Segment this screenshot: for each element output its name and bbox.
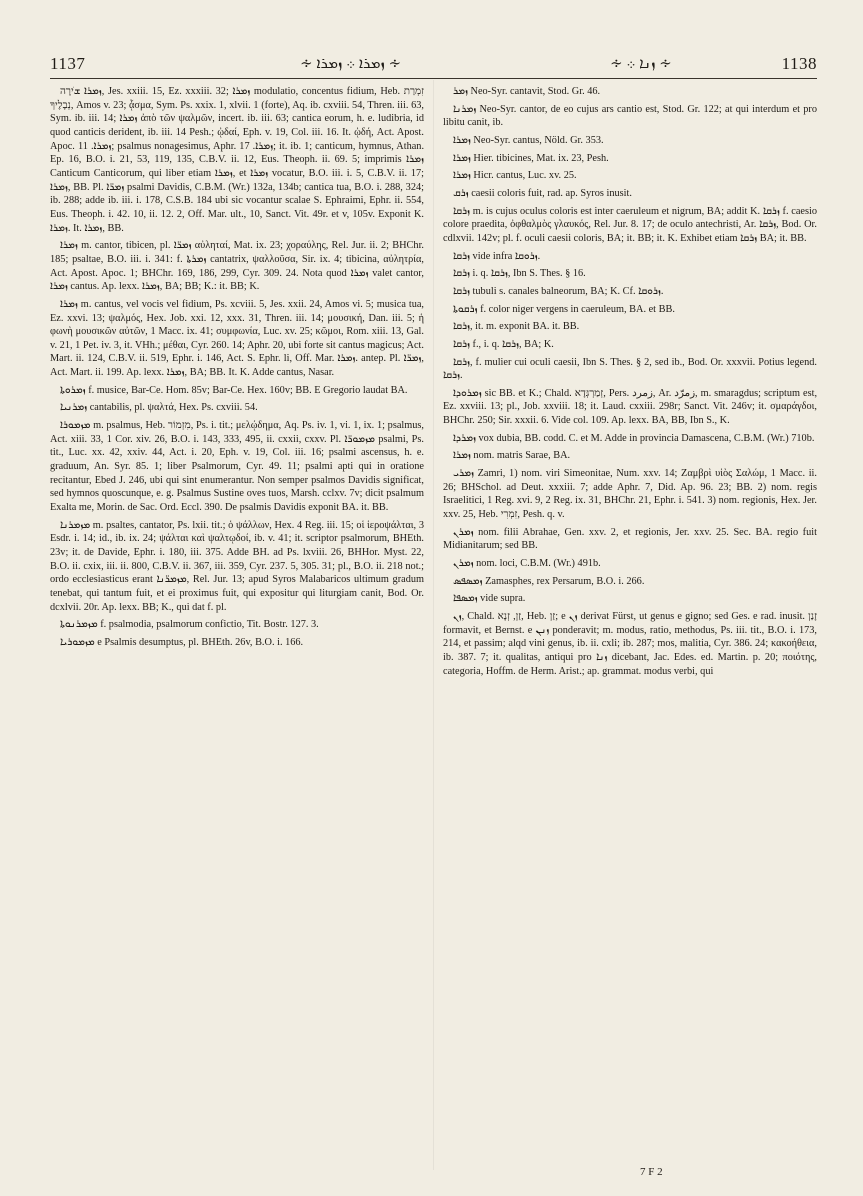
dictionary-entry: ܙܡܪܘܕܐ sic BB. et K.; Chald. זְמַרְגְּדָא, Pers. زمرد, Ar. زمرّد, m. smaragdus; scriptum est, Ez. xxviii. 13; pl., Job. xxviii. 18; it. Laud. cxxiii. 298r; Sanct. Vit. 246v; it. σμαράγδοι, BHChr. 250; Sir. xxxii. 6. Vide col. 109. Ap. lexx. BA, BB, Ibn S., K. [443, 387, 818, 427]
dictionary-entry: ܙܡܪܐ m. cantor, tibicen, pl. ܙܡܪ̈ܐ αὐληταί, Mat. ix. 23; χοραύλης, Rel. Jur. ii. 2; BHChr. 185; psaltae, B.O. iii. i. 341: f. ܙܡܪܬܐ cantatrix, ψαλλοῦσα, Sir. ix. 4; tibicina, αὐλητρία, Act. Apost. Apoc. 1; BHChr. 169, 186, 299, Cyr. 309. 24. Nota quod ܙܡܪܐ valet cantor, ܙܡܪܐ cantus. Ap. lexx. ܙܡܪܐ, BA; BB; K.: it. BB; K. [50, 240, 425, 293]
running-title-right: ∻ ܙܢܐ ܀ ∻ [610, 56, 672, 72]
dictionary-entry: ܙܪܩܘܬܐ f. color niger vergens in caeruleum, BA. et BB. [453, 303, 675, 315]
signature-mark: 7 F 2 [640, 1166, 663, 1178]
page-number-left: 1137 [50, 54, 86, 73]
dictionary-entry: ܙܡܪܝ Zamri, 1) nom. viri Simeonitae, Num. xxv. 14; Ζαμβρὶ υἱὸς Σαλώμ, 1 Macc. ii. 26; BHSchol. ad Deut. xxxiii. 7; adde Aphr. 7, Did. Ap. 96. 23; BB. 2) nom. regis Israelitici, 1 Reg. xvi. 9, 2 Reg. ix. 31, BHChr. 21, Ephr. i. 541. 3) nom. regionis, Hex. Jer. xxv. 25, Heb. זִמְרִי, Pesh. q. v. [443, 468, 817, 521]
dictionary-entry: ܙܪܩܐ, it. m. exponit BA. it. BB. [453, 321, 580, 333]
dictionary-entry: ܙܡܪܢ nom. filii Abrahae, Gen. xxv. 2, et regionis, Jer. xxv. 25. Sec. BA. regio fuit Midianitarum; sed BB. [443, 526, 817, 552]
dictionary-entry: ܙܢ, Chald. זַן, זְנָא, Heb. זַן; e ܙܢ derivat Fürst, ut genus e gigno; sed Ges. e rad. inusit. זָנַן formavit, et Bernst. e ܙܢܢ ponderavit; m. modus, ratio, methodus, Ps. iii. tit., B.O. i. 173, 214, et passim; alqd vini genus, ib. ii. cxli; ib. 287; mos, malitia, Cyr. 386. 24; κακοήθεια, ib. 387. 7; it. qualitas, antiqui pro ܙܢܐ dicebant, Jac. Edes. ed. Martin. p. 20; ποιότης, categoria, Hoffm. de Herm. Arist.; ap. grammat. modus verbi, qui [443, 611, 817, 677]
dictionary-entry: ܙܡܪܢܐ Neo-Syr. cantor, de eo cujus ars cantio est, Stod. Gr. 122; at qui interdum et pro libitu canit, ib. [443, 103, 817, 129]
dictionary-entry: ܙܪܩܐ vide infra ܙܪܘܩܐ. [453, 250, 541, 262]
page-header [50, 48, 817, 79]
dictionary-entry: ܙܡܪܐ Neo-Syr. cantus, Nöld. Gr. 353. [453, 134, 604, 146]
dictionary-entry: ܙܡܪܐ Hicr. cantus, Luc. xv. 25. [453, 170, 577, 182]
dictionary-entry: ܙܡܪܢܝܐ cantabilis, pl. ψαλτά, Hex. Ps. cxviii. 54. [60, 402, 258, 414]
running-title-left: ∻ ܙܡܪܐ ܀ ܙܡܪܐ ∻ [300, 56, 402, 72]
dictionary-entry: ܙܪܩܐ i. q. ܙܪܩܐ, Ibn S. Thes. § 16. [453, 268, 586, 280]
dictionary-entry: ܙܡܪܕܐ vox dubia, BB. codd. C. et M. Adde in provincia Damascena, C.B.M. (Wr.) 710b. [453, 432, 815, 444]
dictionary-entry: ܙܡܪܐ nom. matris Sarae, BA. [453, 450, 571, 462]
left-column [50, 85, 424, 682]
dictionary-entry: ܡܙܡܪܢܐ m. psaltes, cantator, Ps. lxii. tit.; ὁ ψάλλων, Hex. 4 Reg. iii. 15; οἱ ἱεροψάλται, 3 Esdr. i. 14; id., ib. ix. 24; ψάλται καὶ ψαλτῳδοί, ib. v. 41; it. scriptor psalmorum, BHEth. 23v; it. de Davide, Ephr. i. 180, iii. 375. Adde BH. ad Ps. lxviii. 26, BHHor. Myst. 22, B.O. ii. cxix, iii. ii. 800, C.B.V. ii. 367, iii. 359, Cyr. 237. 5, 305. 31; pl., B.O. ii. 218 not.; ordo ecclesiasticus erant ܡܙܡܪ̈ܢܐ, Rel. Jur. 13; apud Syros Malabaricos ultimum gradum tenebat, qui tantum fuit, et ei proximus fuit, qui expositur qui liturgiam canit, Bod. Or. dcxlvii. 20r. Ap. lexx. BB; K., qui dat f. pl. [50, 519, 424, 613]
dictionary-entry: ܡܙܡܘܪܝܐ e Psalmis desumptus, pl. BHEth. 26v, B.O. i. 166. [60, 636, 304, 648]
page-number-right: 1138 [781, 54, 817, 73]
dictionary-entry: ܙܡܪܐ m. cantus, vel vocis vel fidium, Ps. xcviii. 5, Jes. xxii. 24, Amos vi. 5; musica tua, Ez. xxvi. 13; ψαλμός, Hex. Job. xxi. 12, xxx. 31, Thren. iii. 14; μουσική, Dan. iii. 5; ἡ φωνὴ μουσικῶν αὐτῶν, 1 Macc. ix. 41; συμφωνία, Luc. xv. 25; κῶμοι, Rom. xiii. 13, Gal. v. 21, 1 Pet. iv. 3, it. VHh.; μέθαι, Cyr. 260. 14; Aphr. 20, ubi forte sit cantus magicus; Act. Mart. ii. 124, C.B.V. ii. 519, Ephr. i. 146, Act. S. Ephr. li, Off. Mar. ܙܡܪܐ. antep. Pl. ܙܡܪ̈ܐ, Act. Mart. ii. 199. Ap. lexx. ܙܡܪܐ, BA; BB. It. K. Adde cantus, Nasar. [50, 298, 424, 379]
dictionary-entry: ܙܡܣܦܐ vide supra. [453, 593, 526, 605]
dictionary-entry: ܙܡܪܐ Hier. tibicines, Mat. ix. 23, Pesh. [453, 152, 609, 164]
dictionary-entry: ܙܪܩܐ, f. mulier cui oculi caesii, Ibn S. Thes. § 2, sed ib., Bod. Or. xxxvii. Potius legend. ܙܪܩܐ. [443, 356, 817, 382]
dictionary-entry: ܙܪܩܐ tubuli s. canales balneorum, BA; K. Cf. ܙܪܘܩܐ. [453, 285, 664, 297]
column-gutter [433, 80, 434, 1170]
dictionary-entry: ܡܙܡܪܢܘܬܐ f. psalmodia, psalmorum confictio, Tit. Bostr. 127. 3. [60, 619, 319, 631]
dictionary-entry: ܙܡܪ Neo-Syr. cantavit, Stod. Gr. 46. [453, 86, 601, 97]
dictionary-entry: ܙܪܩ caesii coloris fuit, rad. ap. Syros inusit. [453, 187, 632, 199]
dictionary-entry: ܡܙܡܘܪܐ m. psalmus, Heb. מִזְמוֹר, Ps. i. tit.; μελῴδημα, Aq. Ps. iv. 1, vi. 1, ix. 1; psalmus, Act. xiii. 33, 1 Cor. xiv. 26, B.O. i. 143, 333, 495, ii. cxxii, cxxv. Pl. ܡܙܡܘܪ̈ܐ psalmi, Ps. tit., Luc. xx. 42, xxiv. 44, Act. i. 20, Eph. v. 19, Col. iii. 16; psalmi ascensus, h. e. graduum, An. Syr. 85. 1; liber Psalmorum, Cyr. 49. 11; psalmi apti qui in oratione recitantur, Ebed J. 246, ubi qui sint enumerantur. Non semper psalmos Davidis significat, sed hymnos quoscunque, e. g. Psalmus Sustine oves tuos, Marsh. cclxv. 7v; dicit psalmum Exalta me, Morin. de Sac. Ord. Eccl. 390. De psalmis Davidis exponit BA. it. BB. [50, 420, 425, 514]
dictionary-entry: ܙܡܪܢ nom. loci, C.B.M. (Wr.) 491b. [453, 558, 601, 570]
dictionary-entry: ܙܪܩܐ m. is cujus oculus coloris est inter caeruleum et nigrum, BA; addit K. ܙܪܩܐ f. caesio colore praedita, ὀφθαλμὸς γλαυκός, Rel. Jur. 8. 17; de oculo antechristi, Ar. ܙܪܩܐ, Bod. Or. cdlxvii. 142v; pl. f. oculi caesii coloris, BA; it. BB; it. K. Exhibet etiam ܙܪܩܐ BA; it. BB. [443, 205, 817, 244]
dictionary-entry: ܙܡܪܘܬܐ f. musice, Bar-Ce. Hom. 85v; Bar-Ce. Hex. 160v; BB. E Gregorio laudat BA. [60, 384, 408, 396]
right-column [443, 85, 817, 682]
dictionary-entry: ܙܡܣܦܣ Zamasphes, rex Persarum, B.O. i. 266. [453, 575, 645, 587]
dictionary-entry: ܙܪܩܐ f., i. q. ܙܪܩܐ, BA; K. [453, 338, 554, 350]
dictionary-entry: ܙܡܪܐ ܫׁירָה, Jes. xxiii. 15, Ez. xxxiii. 32; ܙܡܪܐ modulatio, concentus fidium, Heb. זִמְרַת נְבָלֶיךָ, Amos v. 23; ᾆσμα, Sym. Ps. xxix. 1, xlvii. 1 (forte), Aq. ib. cxviii. 54, Thren. iii. 63, Sym. ib. iii. 14; ܙܡܪܐ ἀπὸ τῶν ψαλμῶν, incert. ib. iii. 63; cantica eorum, h. e. ludibria, id quod canticis derident, ib. iii. 14 Pesh.; ᾠδαί, Eph. v. 19, Col. iii. 16. It. ᾠδή, Act. Apost. Apoc. ܙܡܪܐ. 11; psalmus nonagesimus, Aphr. ܙܡܪܐ. 17; it. ib. 1; canticum, hymnus, Athan. Ep. 16, B.O. i. 21, 53, 119, 135, C.B.V. ii. 12, Eus. Theoph. ii. 69. 5; imprimis ܙܡܪܐ Canticum Canticorum, qui liber etiam ܙܡܪܐ, et ܙܡܪܐ vocatur, B.O. iii. i. 5, C.B.V. ii. 17; ܙܡܪܐ, BB. Pl. ܙܡܪ̈ܐ psalmi Davidis, C.B.M. (Wr.) 132a, 134b; cantica tua, B.O. i. 288, 324; ib. 288; adde ib. iii. i. 178, C.S.B. 184 ubi sic vocantur scalae S. Ephraimi, Ephr. ii. 554, Eus. Theoph. i. 42. 10, ii. 12. 2, Off. Mar. ult., 10, Sanct. Vit. 49r. et v, 105v. Exponit K. ܙܡܪܐ. It. ܙܡܪܐ, BB. [50, 86, 425, 234]
